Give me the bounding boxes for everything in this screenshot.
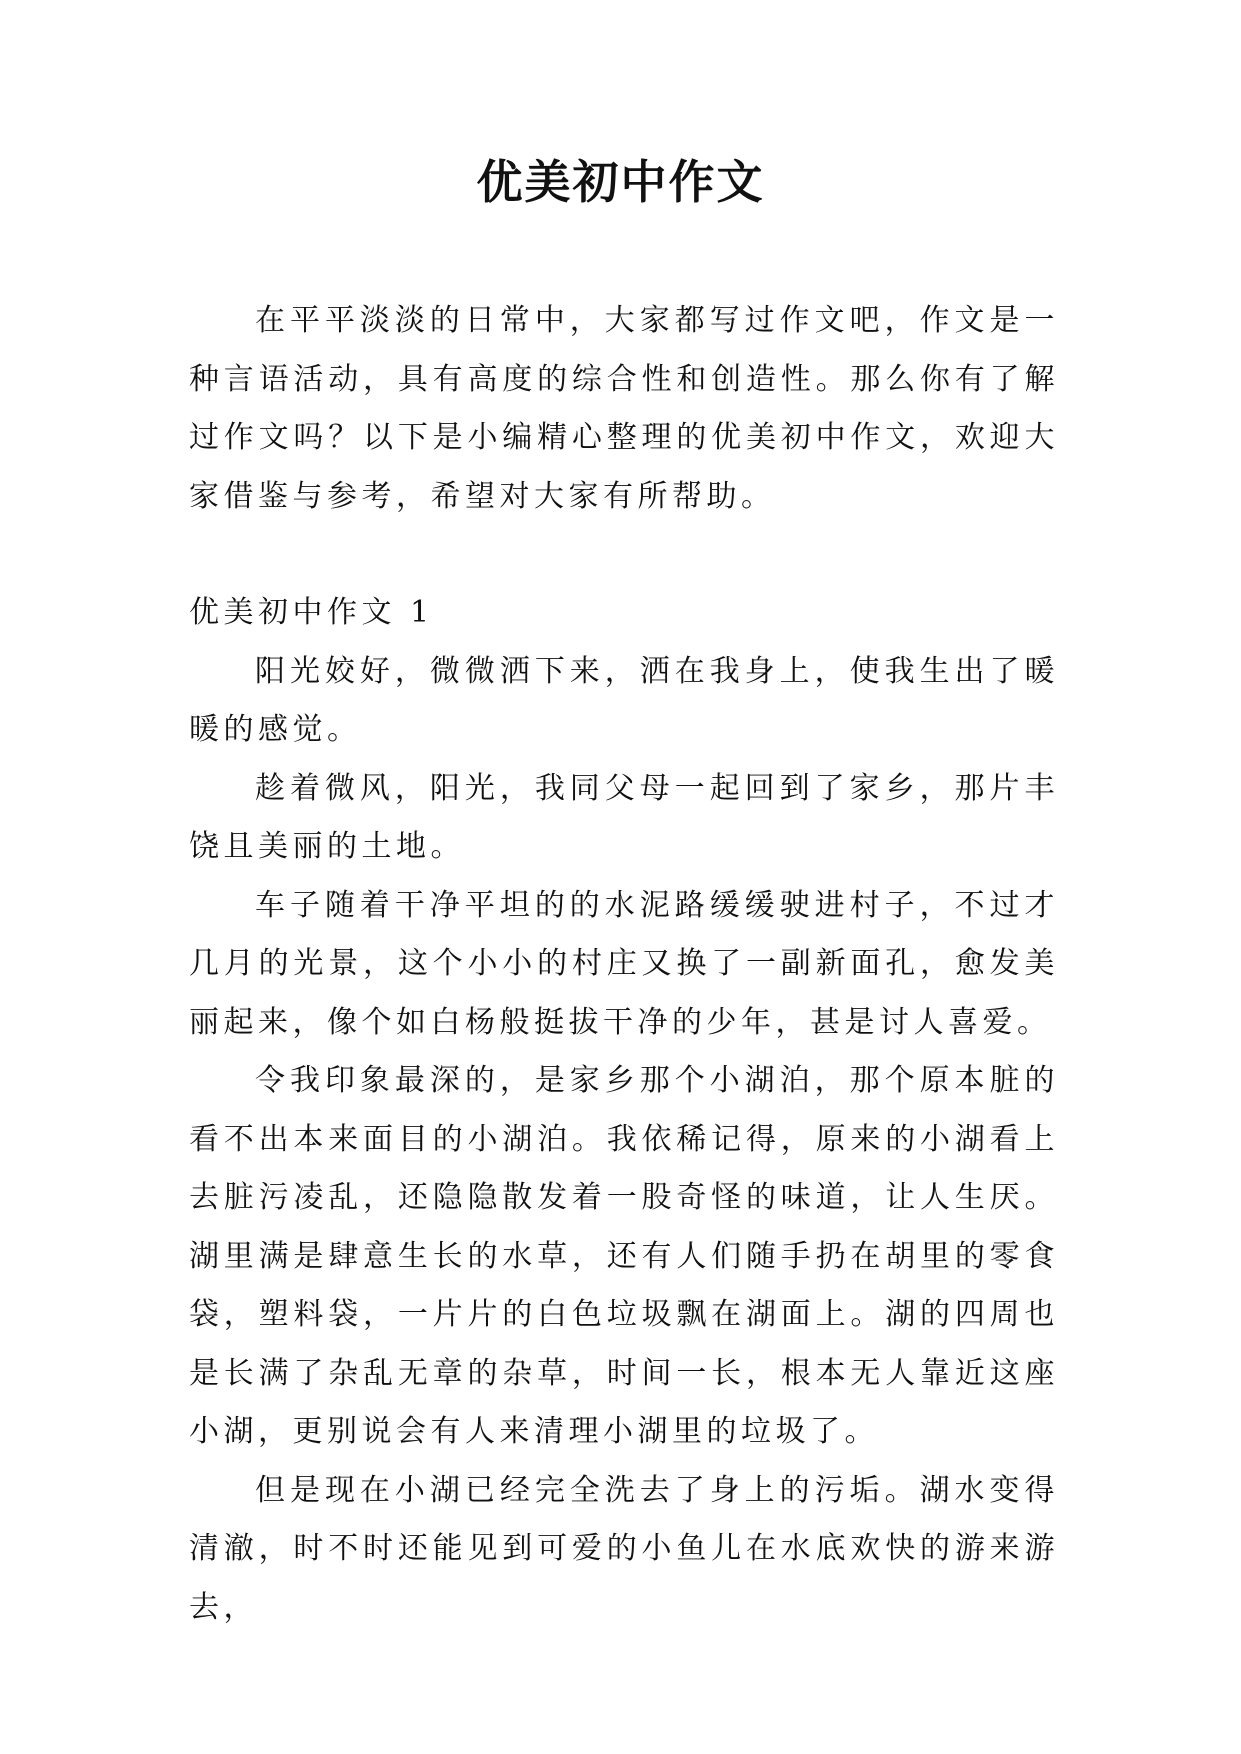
- document-title: 优美初中作文: [476, 155, 765, 209]
- intro-paragraph: 在平平淡淡的日常中，大家都写过作文吧，作文是一种言语活动，具有高度的综合性和创造性。那么你有了解过作文吗？以下是小编精心整理的优美初中作文，欢迎大家借鉴与参考，希望对大家有所帮助。: [189, 303, 1059, 514]
- body-paragraph: 阳光姣好，微微洒下来，洒在我身上，使我生出了暖暖的感觉。: [189, 653, 1059, 747]
- section-spacer: [189, 526, 1059, 584]
- body-paragraph: 车子随着干净平坦的的水泥路缓缓驶进村子，不过才几月的光景，这个小小的村庄又换了一副新面孔，愈发美丽起来，像个如白杨般挺拔干净的少年，甚是讨人喜爱。: [189, 887, 1059, 1040]
- section-heading: 优美初中作文 1: [189, 595, 434, 630]
- body-paragraph: 趁着微风，阳光，我同父母一起回到了家乡，那片丰饶且美丽的土地。: [189, 770, 1059, 864]
- body-paragraph: 但是现在小湖已经完全洗去了身上的污垢。湖水变得清澈，时不时还能见到可爱的小鱼儿在水底欢快的游来游去，: [189, 1472, 1059, 1625]
- document-body: [189, 292, 1059, 1637]
- body-paragraph: 令我印象最深的，是家乡那个小湖泊，那个原本脏的看不出本来面目的小湖泊。我依稀记得，原来的小湖看上去脏污凌乱，还隐隐散发着一股奇怪的味道，让人生厌。湖里满是肆意生长的水草，还有人们随手扔在胡里的零食袋，塑料袋，一片片的白色垃圾飘在湖面上。湖的四周也是长满了杂乱无章的杂草，时间一长，根本无人靠近这座小湖，更别说会有人来清理小湖里的垃圾了。: [189, 1063, 1059, 1449]
